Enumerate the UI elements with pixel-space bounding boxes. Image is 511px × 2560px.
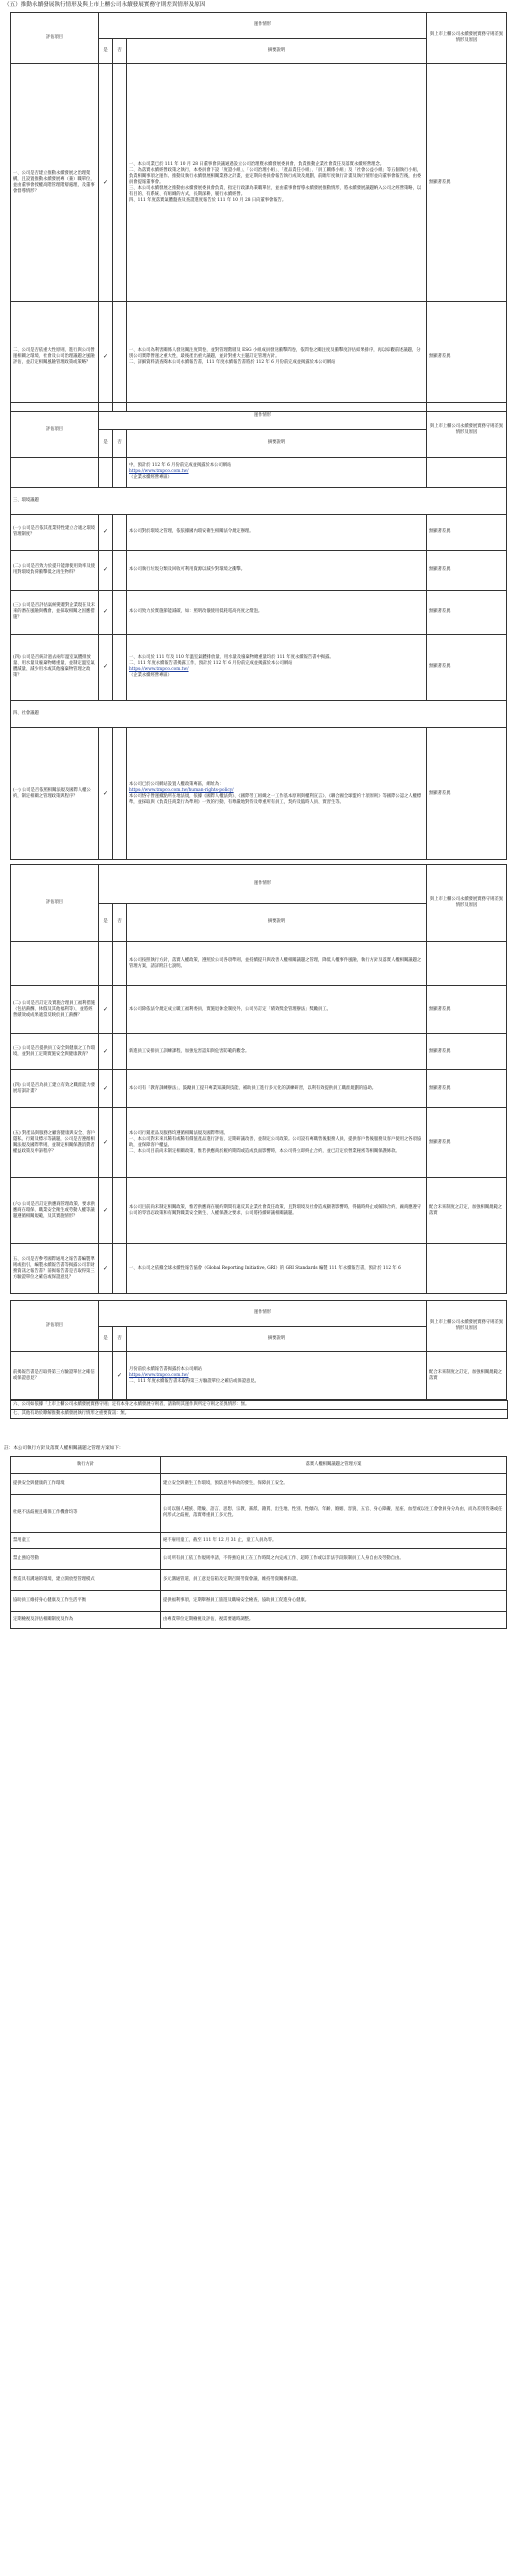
table-row [11, 64, 507, 302]
header-yes: 是 [99, 38, 113, 64]
header-item: 評估項目 [11, 403, 99, 458]
row-summary: 一、本公司之依據全球永續性報告協會（Global Reporting Initiative, GRI）的 GRI Standards 編製 111 年永續報告書，預計於 112 年 6 [127, 1244, 427, 1294]
website-link[interactable]: https://www.tmpco.com.tw/ [129, 1372, 189, 1378]
row-summary: 一、本公司為利害關係人發送關注度問卷，並對管理階層及 ESG 小組成員發送衝擊問卷，依問卷之關注度及衝擊度評估結果排序，再以綜觀前述議題，分別公司實際營運之重大性，最後產出重大議題，並針對重大主題訂定管理方針。 二、詳細資料請查閱本公司永續報告書，111 年度永續報告書將於 112 年 6 月份前完成並揭露於本公司網站 [127, 302, 427, 412]
row-diff: 無顯著差異 [427, 514, 507, 550]
check-yes: ✓ [99, 1244, 113, 1294]
check-yes: ✓ [99, 1108, 113, 1178]
header-summary: 摘要說明 [127, 38, 427, 64]
row-summary: 中，預計於 112 年 6 月份前完成並揭露於本公司網站 https://www.tmpco.com.tw/ （企業永續經營專區） [127, 457, 427, 487]
row-item: 一、公司是否建立推動永續發展之治理架構，且設置推動永續發展專（兼）職單位，並由董事會授權高階管理階層處理，及董事會督導情形？ [11, 64, 99, 302]
row-summary: 月份前於永續報告書揭露於本公司網站 https://www.tmpco.com.tw/ 二、111 年度永續報告書未取得第三方驗證單位之確信或保證意見。 [127, 1352, 427, 1400]
row-diff: 無顯著差異 [427, 590, 507, 634]
row-diff: 無顯著差異 [427, 1034, 507, 1070]
row-item: (一) 公司是否依照相關法規及國際人權公約，制定相關之管理政策與程序？ [11, 728, 99, 860]
section-row [11, 487, 507, 514]
website-link[interactable]: https://www.tmpco.com.tw/ [129, 469, 189, 474]
check-yes: ✓ [99, 728, 113, 860]
row-summary: 本公司執行垃圾分類及回收可利用資源以減少對環境之衝擊。 [127, 550, 427, 590]
row-diff: 無顯著差異 [427, 728, 507, 860]
row-item: (四) 公司是否為員工建立有效之職涯能力發展培訓計畫？ [11, 1070, 99, 1108]
header-no: 否 [113, 1326, 127, 1352]
row-summary: 本公司有「教育訓練辦法」，鼓勵員工提升專業知識與技能、補助員工進行多元化的訓練研習，以利有效提供員工職涯規劃的協助。 [127, 1070, 427, 1108]
note-item: 七、其他有助於瞭解推動永續發展執行情形之重要資訊：無。 [11, 1409, 507, 1418]
row-diff: 無顯著差異 [427, 1108, 507, 1178]
row-summary: 一、本公司於 111 年及 110 年溫室氣體排放量、用水量及廢棄物總重量均於 111 年度永續報告書中揭露。 二、111 年度永續報告書揭露工作，預計於 112 年 6 月份前完成並揭露於本公司網站 https://www.tmpco.com.tw/ （企業永續經營專區） [127, 634, 427, 700]
table-row [11, 1108, 507, 1178]
header-summary: 摘要說明 [127, 1326, 427, 1352]
header-item: 評估項目 [11, 1301, 99, 1352]
row-plan: 公司所有員工依工作規則申請，不得強迫員工在工作時間之內完成工作、超時工作或以非法手段限制員工人身自由及勞動自由。 [161, 1549, 507, 1570]
check-yes: ✓ [99, 1070, 113, 1108]
table-row [11, 1494, 507, 1532]
table-row [11, 1570, 507, 1591]
table-row [11, 1178, 507, 1244]
table-row [11, 942, 507, 986]
row-item: (一) 公司是否依其產業特性建立合適之環境管理制度？ [11, 514, 99, 550]
row-diff: 無顯著差異 [427, 1070, 507, 1108]
row-plan: 建立安全與衛生工作環境，預防意外事故的發生，保障員工安全。 [161, 1473, 507, 1494]
row-item: (六) 公司是否訂定供應商管理政策，要求供應商在環保、職業安全衛生或勞動人權等議題遵循相關規範，及其實施情形？ [11, 1178, 99, 1244]
sustainability-table-part4 [10, 1300, 507, 1400]
header-diff: 與上市上櫃公司永續發展實務守則差異情形及原因 [427, 865, 507, 942]
row-summary: 本公司按照執行方針，落實人權政策，遵照於公司各項準則，並持續提升與改善人權相關議題之管理，降低人權事件風險，執行方針及落實人權相關議題之管理方案，請詳附註七說明。 [127, 942, 427, 986]
table-row [11, 986, 507, 1034]
table-row [11, 634, 507, 700]
sustainability-table-part3 [10, 864, 507, 1294]
header-no: 否 [113, 903, 127, 942]
header-item: 評估項目 [11, 865, 99, 942]
check-yes: ✓ [99, 590, 113, 634]
row-item: 五、公司是否參考國際通用之報告書編製準則或指引，編製永續報告書等揭露公司非財務資訊之報告書？前揭報告書是否取得第三方驗證單位之確信或保證意見？ [11, 1244, 99, 1294]
row-diff: 配合未來制度之訂定，加強相關規範之落實 [427, 1178, 507, 1244]
human-rights-link[interactable]: https://www.tmpco.com.tw/human-rights-policy/ [129, 787, 234, 793]
check-yes: ✓ [99, 634, 113, 700]
header-plan: 落實人權相關議題之管理方案 [161, 1457, 507, 1474]
header-status: 運作情形 [99, 403, 427, 430]
row-item: 前揭報告書是否取得第三方驗證單位之確信或保證意見？ [11, 1352, 99, 1400]
header-diff: 與上市上櫃公司永續發展實務守則差異情形及原因 [427, 1301, 507, 1352]
header-yes: 是 [99, 1326, 113, 1352]
table-row [11, 1352, 507, 1400]
check-no: ✓ [113, 1352, 127, 1400]
table-blank-area [11, 1629, 507, 1986]
header-no: 否 [113, 38, 127, 64]
row-diff: 無顯著差異 [427, 986, 507, 1034]
row-summary: 本公司致力於實施節能減碳，如：照明改儀使用低耗電高亮度之燈泡。 [127, 590, 427, 634]
header-diff: 與上市上櫃公司永續發展實務守則差異情形及原因 [427, 403, 507, 458]
row-diff: 無顯著差異 [427, 634, 507, 700]
table-row [11, 1532, 507, 1549]
sustainability-table-part1 [10, 12, 507, 412]
check-yes: ✓ [99, 986, 113, 1034]
row-item: (三) 公司是否評估氣候變遷對企業現在及未來的潛在風險與機會，並採取相關之因應措施？ [11, 590, 99, 634]
table-row [11, 457, 507, 487]
check-yes: ✓ [99, 514, 113, 550]
row-plan: 絕不雇用童工，截至 111 年 12 月 31 止，童工人員為零。 [161, 1532, 507, 1549]
check-yes: ✓ [99, 302, 113, 412]
row-diff: 無顯著差異 [427, 64, 507, 302]
table-row [11, 1549, 507, 1570]
header-status: 運作情形 [99, 13, 427, 39]
document-title: （五）推動永續發展執行情形及與上市上櫃公司永續發展實務守則差異情形及原因 [4, 2, 206, 8]
row-plan: 提供福利事項，定期舉辦員工旅遊及職場安全檢查，協助員工促進身心健康。 [161, 1591, 507, 1612]
header-status: 運作情形 [99, 1301, 427, 1327]
human-rights-plan-title: 註：本公司執行方針及落實人權相關議題之管理方案如下： [4, 1446, 124, 1451]
human-rights-plan-table [10, 1456, 507, 1986]
check-yes: ✓ [99, 1178, 113, 1244]
header-summary: 摘要說明 [127, 430, 427, 457]
check-yes: ✓ [99, 550, 113, 590]
table-row [11, 1244, 507, 1294]
section-row [11, 700, 507, 727]
row-summary: 本公司行銷產品及服務均遵循相關法規及國際準則。 一、本公司對未來具稀有或稀有價值產品進行評估，定期研議改善，並制定公司政策。公司設有專職售後服務人員，提供客戶售後服務及客戶使用之各項協助，並保障客戶權益。 二、本公司目前尚未制定相關政策，惟若供應商於履約期間或造成負面影響時，本公司得立即終止合約，並已訂定於營業秘密等相關保護條款。 [127, 1108, 427, 1178]
row-summary: 新進員工安排員工訓練課程，加強危害認知與危害防範的觀念。 [127, 1034, 427, 1070]
row-summary: 本公司對於環境之管理，依依據國內環安衛生相關法令規定辦理。 [127, 514, 427, 550]
table-row [11, 550, 507, 590]
row-policy: 禁止強迫勞動 [11, 1549, 161, 1570]
header-yes: 是 [99, 430, 113, 457]
row-diff: 無顯著差異 [427, 550, 507, 590]
row-diff: 無顯著差異 [427, 302, 507, 412]
row-policy: 杜絕不法歧視且確保工作機會均等 [11, 1494, 161, 1532]
row-policy: 提供安全與健康的工作環境 [11, 1473, 161, 1494]
row-policy: 定期檢視及評估相關制度及作為 [11, 1612, 161, 1629]
header-policy: 執行方針 [11, 1457, 161, 1474]
row-policy: 營造具有溝通的環境，建立開放型管理模式 [11, 1570, 161, 1591]
sustainability-table-part2 [10, 402, 507, 860]
row-summary: 本公司除依法令規定成立職工福利委員，實施退休金制度外，公司另訂定「績效獎金管理辦法」獎勵員工。 [127, 986, 427, 1034]
table-row [11, 1612, 507, 1629]
row-policy: 禁用童工 [11, 1532, 161, 1549]
row-item: (五) 對產品與服務之顧客健康與安全、客戶隱私、行銷及標示等議題，公司是否遵循相關法規及國際準則，並制定相關保護消費者權益政策及申訴程序？ [11, 1108, 99, 1178]
table-row [11, 1070, 507, 1108]
check-yes: ✓ [99, 1034, 113, 1070]
table-row [11, 1591, 507, 1612]
header-item: 評估項目 [11, 13, 99, 64]
header-yes: 是 [99, 903, 113, 942]
row-summary: 本公司目前尚未制定相關政策，惟若供應商在履約期間有違反其企業社會責任政策，且對環境及社會造成顯著影響時，得隨時終止或解除合約，廠商應遵守公司的零容忍政策和有關對職業安全衛生、人權保護之要求，公司將持續研議相關議題。 [127, 1178, 427, 1244]
row-policy: 協助員工維持身心健康及工作生活平衡 [11, 1591, 161, 1612]
row-plan: 多元溝通管道，員工意見信箱及定期召開勞資會議，維持勞資關係和諧。 [161, 1570, 507, 1591]
table-row [11, 590, 507, 634]
row-summary: 一、本公司業已於 111 年 10 月 28 日董事會決議通過設立公司治理暨永續發展委員會，負責推動企業社會責任及落實永續經營理念。 二、為落實永續經營政策之執行，本委員會下設「度證小組」、「公司治理小組」、「產品責任小組」、「員工關係小組」及「社會公益小組」等五個執行小組，負責相關事項之運作。推動及執行永續發展相關業務之計畫，並定期向委員會報告執行成效及規劃，前瞻年度執行計畫及執行情形並向董事會報告後，由委員會提報董事會。 三、本公司永續發展之推動由永續發展委員會負責，指定行政課為秉職單位，並由董事會督導永續發展推動情形，將永續發展議題納入公司之經營策略，以有目的、有系統、有組織的方式，長期深耕，履行永續經營。 四、111 年度落實氣體盤查及查證進度報告於 111 年 10 月 28 日向董事會報告。 [127, 64, 427, 302]
row-summary: 本公司已於公司網站設置人權政策專區，網址為： https://www.tmpco.com.tw/human-rights-policy/ 本公司恪守營運據點所在地法規，依據《國際人權法典》、《國際勞工組織之一工作基本原則與權利宣言》、《聯合國全球盟約十項原則》等國際公認之人權標準，並採取與《負責任商業行為準則》一致的行動，有尊嚴地對待及尊重所有員工，契約及臨時人員、實習生等。 [127, 728, 427, 860]
table-row [11, 302, 507, 412]
table-row [11, 514, 507, 550]
row-item: 二、公司是否依重大性原則，進行與公司營運相關之環境、社會及公司治理議題之風險評估，並訂定相關風險管理政策或策略？ [11, 302, 99, 412]
notes-block [10, 1400, 508, 1419]
section-environment: 三、環境議題 [11, 487, 507, 514]
table-row [11, 1473, 507, 1494]
check-yes: ✓ [99, 64, 113, 302]
row-item: (四) 公司是否統計過去兩年溫室氣體排放量、用水量及廢棄物總重量，並制定溫室氣體減量、減少用水或其他廢棄物管理之政策？ [11, 634, 99, 700]
row-item: (三) 公司是否提供員工安全與健康之工作環境，並對員工定期實施安全與健康教育？ [11, 1034, 99, 1070]
table-row [11, 728, 507, 860]
check-no [113, 64, 127, 302]
section-social: 四、社會議題 [11, 700, 507, 727]
row-plan: 由專責單位定期檢視及評估，視需要適時調整。 [161, 1612, 507, 1629]
table-row [11, 1034, 507, 1070]
header-summary: 摘要說明 [127, 903, 427, 942]
header-diff: 與上市上櫃公司永續發展實務守則差異情形及原因 [427, 13, 507, 64]
check-no [113, 302, 127, 412]
website-link[interactable]: https://www.tmpco.com.tw/ [129, 667, 189, 673]
row-item: (二) 公司是否訂定及實施合理員工福利措施（包括薪酬、休假及其他福利等），並將經營績效或成果適當反映於員工薪酬？ [11, 986, 99, 1034]
row-plan: 公司以個人種族、階級、語言、思想、宗教、黨派、籍貫、出生地、性別、性傾向、年齡、婚姻、容貌、五官、身心障礙、星座、血型或以往工會會員身分為由，而為差別待遇或任何形式之歧視，落實尊重員工多元性。 [161, 1494, 507, 1532]
header-no: 否 [113, 430, 127, 457]
row-item: (二) 公司是否致力於提升能源使用效率及使用對環境負荷衝擊低之再生物料？ [11, 550, 99, 590]
header-status: 運作情形 [99, 865, 427, 904]
note-item: 六、公司如依據「上市上櫃公司永續發展實務守則」定有本身之永續發展守則者，請敘明其運作與所定守則之差異情形：無。 [11, 1400, 507, 1409]
row-diff: 配合未來制度之訂定，加強相關規範之落實 [427, 1352, 507, 1400]
